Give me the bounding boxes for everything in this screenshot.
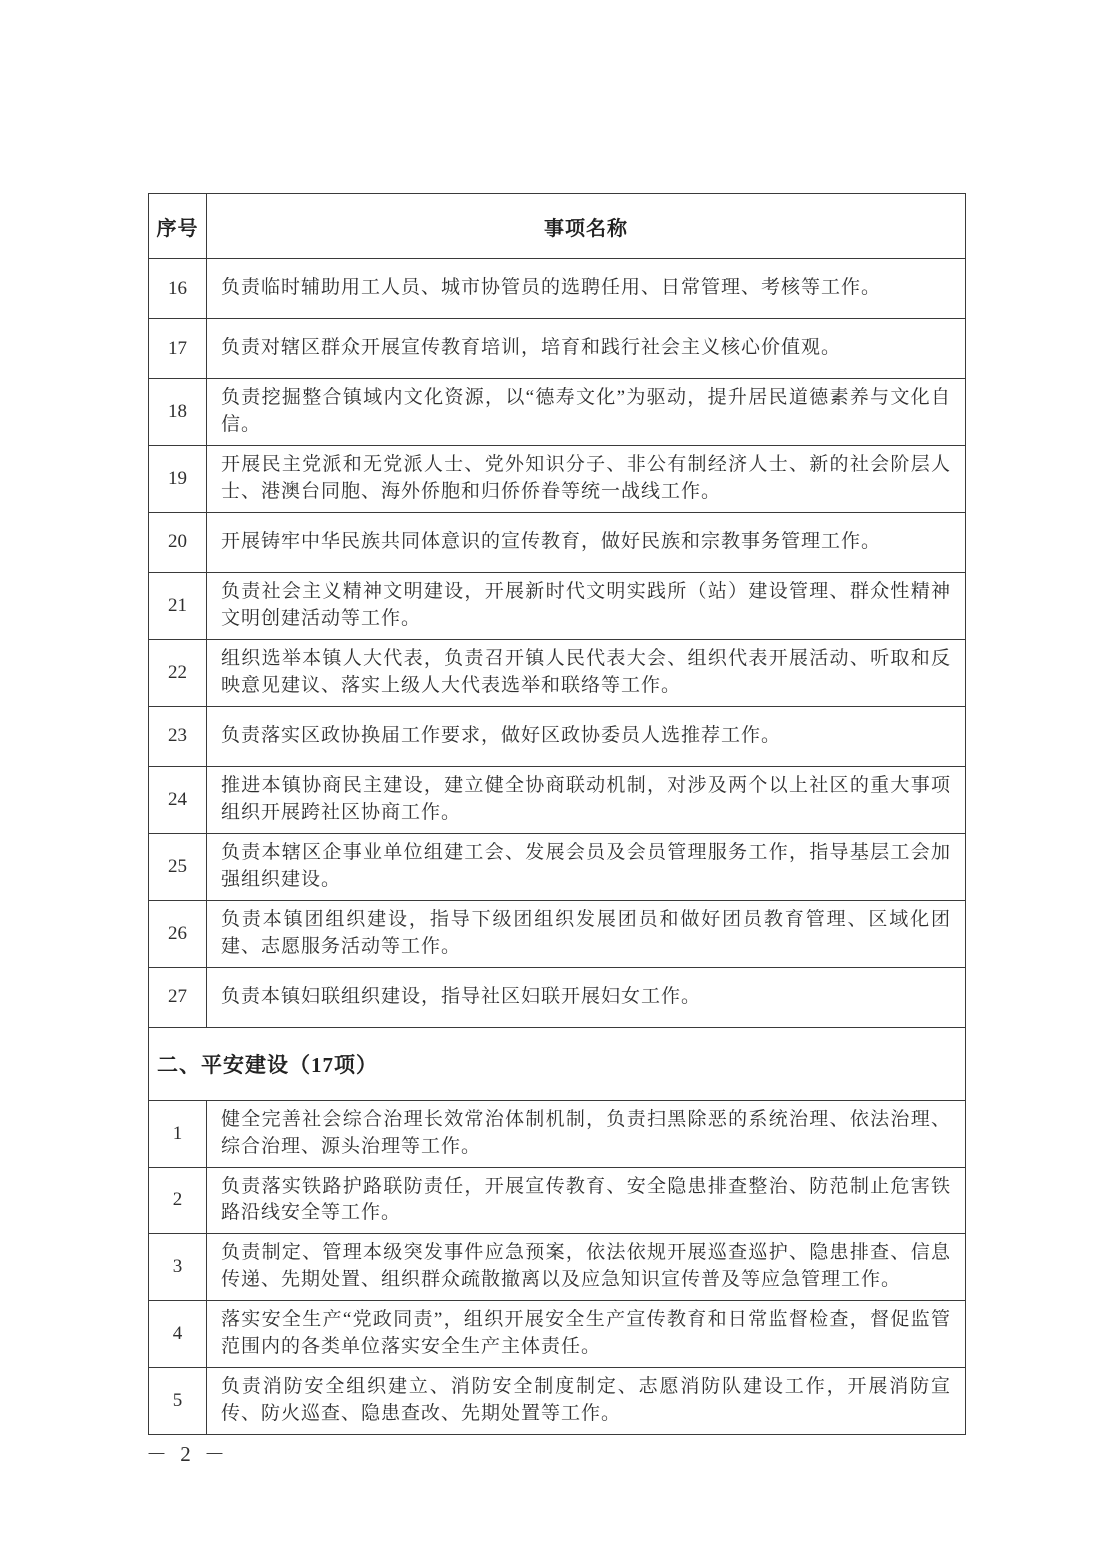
table-row (149, 319, 966, 379)
item-number: 4 (149, 1301, 207, 1368)
item-number: 24 (149, 766, 207, 833)
column-header-index: 序号 (149, 194, 207, 259)
item-text: 负责消防安全组织建立、消防安全制度制定、志愿消防队建设工作，开展消防宣传、防火巡查、隐患查改、先期处置等工作。 (207, 1368, 966, 1435)
table-row (149, 1234, 966, 1301)
table-row (149, 512, 966, 572)
item-text: 负责落实区政协换届工作要求，做好区政协委员人选推荐工作。 (207, 706, 966, 766)
item-text: 开展民主党派和无党派人士、党外知识分子、非公有制经济人士、新的社会阶层人士、港澳台同胞、海外侨胞和归侨侨眷等统一战线工作。 (207, 445, 966, 512)
item-number: 1 (149, 1100, 207, 1167)
table-row (149, 900, 966, 967)
page-number: － 2 － (146, 1442, 229, 1466)
item-number: 16 (149, 259, 207, 319)
item-number: 17 (149, 319, 207, 379)
item-text: 组织选举本镇人大代表，负责召开镇人民代表大会、组织代表开展活动、听取和反映意见建议、落实上级人大代表选举和联络等工作。 (207, 639, 966, 706)
table-row (149, 639, 966, 706)
item-text: 推进本镇协商民主建设，建立健全协商联动机制，对涉及两个以上社区的重大事项组织开展跨社区协商工作。 (207, 766, 966, 833)
table-row (149, 706, 966, 766)
item-number: 18 (149, 379, 207, 446)
table-row (149, 1368, 966, 1435)
item-number: 3 (149, 1234, 207, 1301)
column-header-name: 事项名称 (207, 194, 966, 259)
item-text: 负责对辖区群众开展宣传教育培训，培育和践行社会主义核心价值观。 (207, 319, 966, 379)
item-number: 2 (149, 1167, 207, 1234)
table-row (149, 1301, 966, 1368)
items-table (148, 193, 966, 1435)
item-number: 27 (149, 967, 207, 1027)
item-number: 25 (149, 833, 207, 900)
item-text: 负责挖掘整合镇域内文化资源，以“德寿文化”为驱动，提升居民道德素养与文化自信。 (207, 379, 966, 446)
table-row (149, 445, 966, 512)
item-number: 23 (149, 706, 207, 766)
item-number: 5 (149, 1368, 207, 1435)
section-heading-row (149, 1027, 966, 1100)
table-row (149, 1100, 966, 1167)
table-row (149, 766, 966, 833)
item-number: 26 (149, 900, 207, 967)
item-number: 20 (149, 512, 207, 572)
item-text: 负责本镇团组织建设，指导下级团组织发展团员和做好团员教育管理、区域化团建、志愿服务活动等工作。 (207, 900, 966, 967)
table-row (149, 967, 966, 1027)
item-text: 健全完善社会综合治理长效常治体制机制，负责扫黑除恶的系统治理、依法治理、综合治理、源头治理等工作。 (207, 1100, 966, 1167)
item-text: 负责制定、管理本级突发事件应急预案，依法依规开展巡查巡护、隐患排查、信息传递、先期处置、组织群众疏散撤离以及应急知识宣传普及等应急管理工作。 (207, 1234, 966, 1301)
item-text: 负责落实铁路护路联防责任，开展宣传教育、安全隐患排查整治、防范制止危害铁路沿线安全等工作。 (207, 1167, 966, 1234)
item-number: 21 (149, 572, 207, 639)
table-row (149, 1167, 966, 1234)
table-row (149, 572, 966, 639)
item-number: 19 (149, 445, 207, 512)
table-row (149, 379, 966, 446)
table-row (149, 833, 966, 900)
table-row (149, 259, 966, 319)
item-text: 开展铸牢中华民族共同体意识的宣传教育，做好民族和宗教事务管理工作。 (207, 512, 966, 572)
item-text: 落实安全生产“党政同责”，组织开展安全生产宣传教育和日常监督检查，督促监管范围内的各类单位落实安全生产主体责任。 (207, 1301, 966, 1368)
table-header-row (149, 194, 966, 259)
item-text: 负责临时辅助用工人员、城市协管员的选聘任用、日常管理、考核等工作。 (207, 259, 966, 319)
item-text: 负责社会主义精神文明建设，开展新时代文明实践所（站）建设管理、群众性精神文明创建活动等工作。 (207, 572, 966, 639)
section-heading: 二、平安建设（17项） (149, 1027, 966, 1100)
item-text: 负责本辖区企事业单位组建工会、发展会员及会员管理服务工作，指导基层工会加强组织建设。 (207, 833, 966, 900)
item-text: 负责本镇妇联组织建设，指导社区妇联开展妇女工作。 (207, 967, 966, 1027)
item-number: 22 (149, 639, 207, 706)
